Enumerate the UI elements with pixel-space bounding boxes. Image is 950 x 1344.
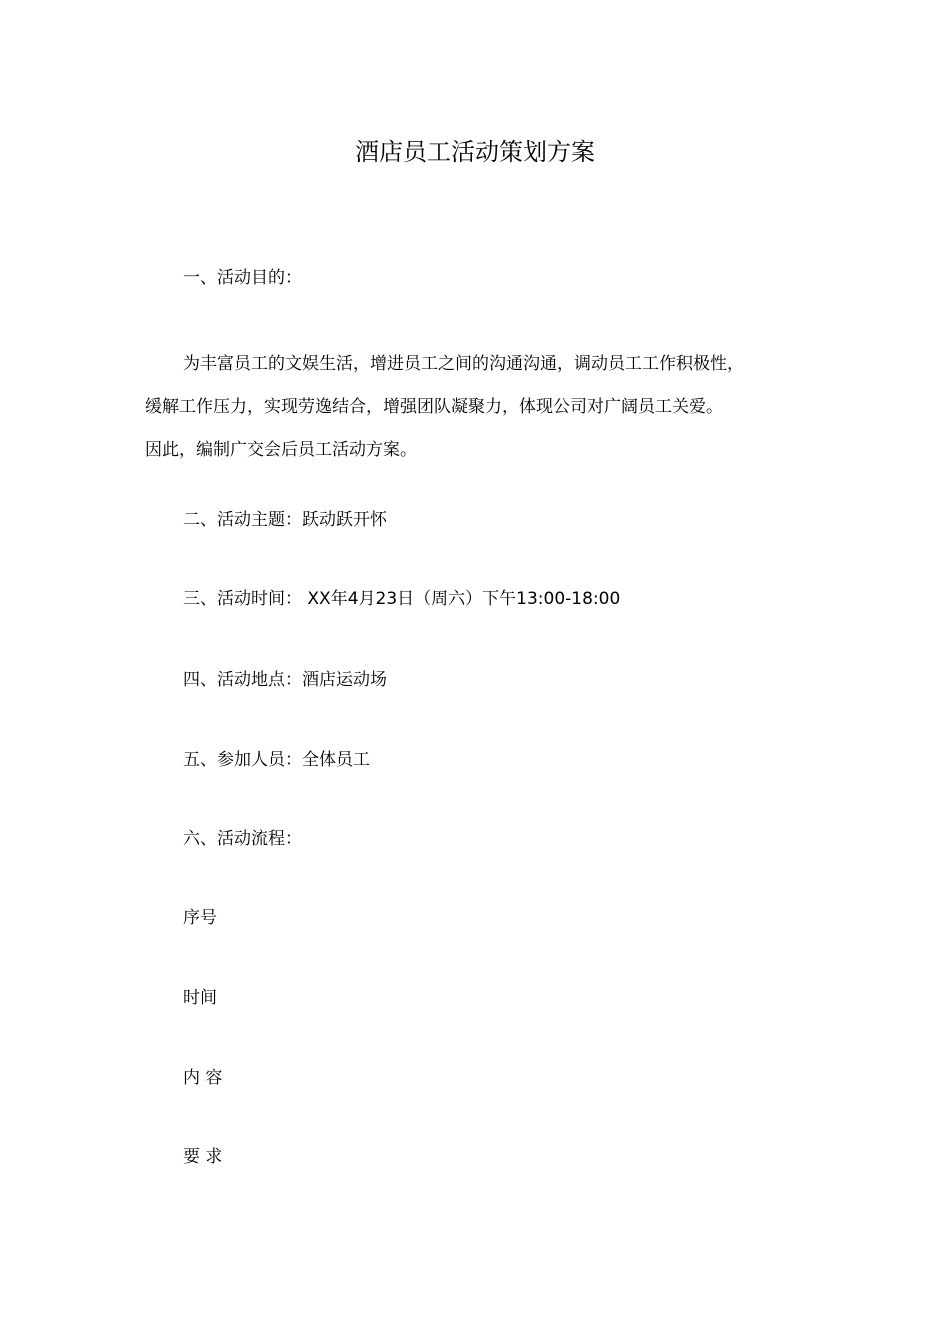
process-column-time: 时间	[183, 988, 217, 1008]
location-line: 四、活动地点：酒店运动场	[183, 670, 387, 690]
process-column-number: 序号	[183, 908, 217, 928]
purpose-line-2: 缓解工作压力，实现劳逸结合，增强团队凝聚力，体现公司对广阔员工关爱。	[145, 397, 723, 417]
purpose-heading: 一、活动目的：	[183, 268, 302, 288]
purpose-line-3: 因此，编制广交会后员工活动方案。	[145, 440, 417, 460]
process-column-requirements: 要 求	[183, 1147, 223, 1167]
time-line: 三、活动时间： XX年4月23日（周六）下午13:00-18:00	[183, 589, 621, 609]
process-heading: 六、活动流程：	[183, 829, 302, 849]
purpose-line-1: 为丰富员工的文娱生活，增进员工之间的沟通沟通，调动员工工作积极性，	[183, 354, 744, 374]
process-column-content: 内 容	[183, 1068, 223, 1088]
participants-line: 五、参加人员：全体员工	[183, 750, 370, 770]
theme-line: 二、活动主题：跃动跃开怀	[183, 510, 387, 530]
purpose-paragraph	[145, 343, 805, 472]
document-title: 酒店员工活动策划方案	[355, 138, 595, 166]
